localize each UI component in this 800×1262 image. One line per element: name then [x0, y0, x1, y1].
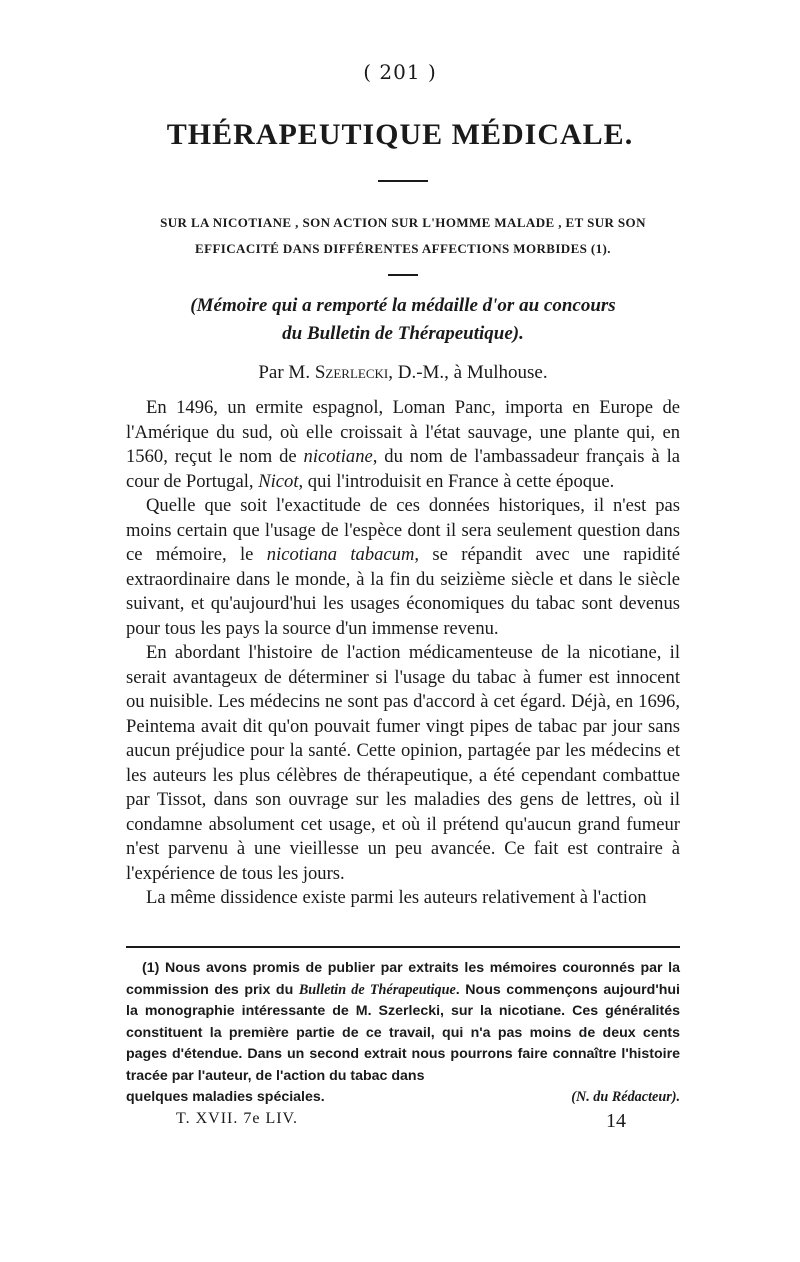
- article-subtitle: [128, 210, 678, 262]
- signature-line: [176, 1110, 626, 1133]
- memoire-note: [128, 292, 678, 348]
- p1-text-c: , qui l'introduisit en France à cette époque.: [298, 470, 615, 492]
- paragraph-1: [126, 396, 680, 494]
- author-suffix: , D.-M., à Mulhouse.: [388, 362, 548, 383]
- p1-text-a: En 1496, un ermite espagnol, Loman Panc, importa en Europe de l'Amérique du sud, où elle croissait à l'état sauvage, une plante qui, en 1560, reçut le nom de: [126, 397, 680, 467]
- author-prefix: Par M.: [258, 362, 311, 383]
- footnote-rule: [126, 946, 680, 948]
- memoire-line-2: du Bulletin de Thérapeutique).: [282, 323, 524, 344]
- p2-text-a: Quelle que soit l'exactitude de ces données historiques, il n'est pas moins certain que l'usage de l'espèce dont il sera seulement question dans ce mémoire, le: [126, 495, 680, 565]
- author-name: Szerlecki: [314, 362, 389, 383]
- p1-name-nicot: Nicot: [258, 470, 299, 492]
- page-number: ( 201 ): [363, 60, 437, 84]
- p1-text-b: , du nom de l'ambassadeur français à la cour de Portugal,: [126, 446, 680, 492]
- paragraph-3: En abordant l'histoire de l'action médicamenteuse de la nicotiane, il serait avantageux de déterminer si l'usage du tabac à fumer est innocent ou nuisible. Les médecins ne sont pas d'accord à cet égard. Déjà, en 1696, Peintema avait dit qu'on pouvait fumer vingt pipes de tabac par jour sans aucun préjudice pour la santé. Cette opinion, partagée par les médecins et les auteurs les plus célèbres de thérapeutique, a été cependant combattue par Tissot, dans son ouvrage sur les maladies des gens de lettres, où il condamne absolument cet usage, et où il prétend qu'aucun grand fumeur n'est parvenu à une vieillesse un peu avancée. Ce fait est contraire à l'expérience de tous les jours.: [126, 642, 680, 884]
- paragraph-4: La même dissidence existe parmi les auteurs relativement à l'action: [146, 887, 647, 908]
- footnote-last-text: quelques maladies spéciales.: [126, 1089, 325, 1105]
- sheet-number: 14: [606, 1110, 626, 1132]
- footnote-text: [126, 958, 680, 1087]
- footnote: [126, 958, 680, 1109]
- footnote-text-a: (1) Nous avons promis de publier par extraits les mémoires couronnés par la commission des prix du: [126, 960, 680, 998]
- footnote-last-line: [126, 1087, 680, 1109]
- subtitle-rule: [388, 274, 418, 276]
- footnote-journal: Bulletin de Thérapeutique: [298, 981, 456, 998]
- body-text: [126, 396, 680, 911]
- subtitle-line-1: SUR LA NICOTIANE , SON ACTION SUR L'HOMME MALADE , ET SUR SON: [160, 215, 646, 230]
- author-line: [128, 362, 678, 384]
- p2-species: nicotiana tabacum: [266, 544, 415, 565]
- memoire-line-1: (Mémoire qui a remporté la médaille d'or au concours: [190, 295, 616, 316]
- p1-term-nicotiane: nicotiane: [303, 446, 373, 467]
- section-title: THÉRAPEUTIQUE MÉDICALE.: [166, 118, 634, 151]
- p2-text-b: , se répandit avec une rapidité extraordinaire dans le monde, à la fin du seizième siècle et dans le siècle suivant, et qu'aujourd'hui les usages économiques du tabac sont devenus pour tous les pays la source d'un immense revenu.: [126, 544, 680, 639]
- footnote-text-b: . Nous commençons aujourd'hui la monographie intéressante de M. Szerlecki, sur la nicotiane. Ces généralités constituent la première partie de ce travail, qui n'a pas moins de deux cents pages d'étendue. Dans un second extrait nous pourrons faire connaître l'histoire tracée par l'auteur, de l'action du tabac dans: [126, 981, 680, 1084]
- paragraph-2: [126, 494, 680, 641]
- footnote-attribution: (N. du Rédacteur).: [571, 1089, 680, 1105]
- title-rule: [378, 180, 428, 182]
- subtitle-line-2: EFFICACITÉ DANS DIFFÉRENTES AFFECTIONS MORBIDES (1).: [195, 241, 611, 256]
- volume-mark: T. XVII. 7e LIV.: [176, 1110, 299, 1127]
